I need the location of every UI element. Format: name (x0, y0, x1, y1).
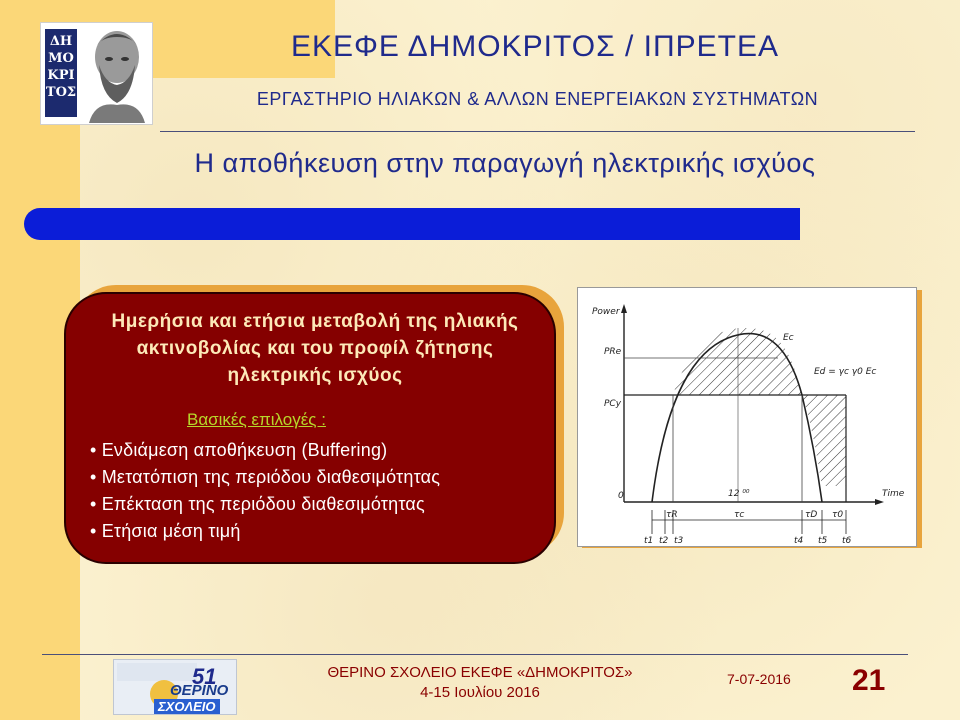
title-accent-bar (24, 208, 800, 240)
option-item: • Ετήσια μέση τιμή (90, 518, 560, 545)
y-axis-arrow-icon (621, 304, 627, 313)
time-label: t1 (644, 536, 654, 546)
noon-label: 12 ⁰⁰ (728, 489, 750, 499)
time-label: t5 (818, 536, 828, 546)
curve-label: Ec (783, 333, 794, 343)
interval-label: τR (666, 510, 678, 520)
footer-date: 7-07-2016 (727, 671, 791, 687)
option-item: • Μετατόπιση της περιόδου διαθεσιμότητας (90, 464, 560, 491)
x-axis-label: Time (882, 489, 905, 499)
logo-text: ΔΗΜΟΚΡΙΤΟΣ (45, 29, 77, 117)
school-name: ΘΕΡΙΝΟ ΣΧΟΛΕΙΟ ΕΚΕΦΕ «ΔΗΜΟΚΡΙΤΟΣ» (327, 664, 633, 681)
logo-header-strip (117, 663, 197, 681)
y-axis-label: Power (592, 307, 620, 317)
logo-number: 51 (192, 664, 217, 689)
options-title: Βασικές επιλογές : (187, 410, 326, 429)
laboratory-title: ΕΡΓΑΣΤΗΡΙΟ ΗΛΙΑΚΩΝ & ΑΛΛΩΝ ΕΝΕΡΓΕΙΑΚΩΝ ΣΥΣΤΗΜΑΤΩΝ (256, 89, 819, 109)
options-list (90, 437, 560, 545)
p-cy-label: PCy (604, 399, 622, 409)
diagram-svg (578, 288, 918, 548)
option-item: • Ενδιάμεση αποθήκευση (Buffering) (90, 437, 560, 464)
summer-school-logo (113, 659, 237, 715)
time-label: t2 (659, 536, 669, 546)
ed-label: Ed = γc γ0 Ec (814, 367, 877, 377)
header-divider (160, 131, 915, 132)
time-label: t6 (842, 536, 852, 546)
school-dates: 4-15 Ιουλίου 2016 (420, 684, 540, 701)
logo-word-1: ΘΕΡΙΝΟ (170, 682, 229, 699)
x-axis-arrow-icon (875, 499, 884, 505)
interval-label: τc (734, 510, 745, 520)
page-number: 21 (852, 664, 886, 697)
time-label: t3 (674, 536, 684, 546)
democritus-logo (40, 22, 153, 125)
democritus-bust-icon (81, 25, 151, 123)
power-time-diagram (577, 287, 917, 547)
footer-school-info (300, 663, 660, 703)
storage-hatch (802, 395, 846, 486)
callout-heading: Ημερήσια και ετήσια μεταβολή της ηλιακής ακτινοβολίας και του προφίλ ζήτησης ηλεκτρικής ισχύος (111, 311, 519, 386)
origin-label: 0 (618, 491, 624, 501)
footer-divider (42, 654, 908, 655)
organization-title: ΕΚΕΦΕ ΔΗΜΟΚΡΙΤΟΣ / ΙΠΡΕΤΕΑ (290, 30, 780, 63)
option-item: • Επέκταση της περιόδου διαθεσιμότητας (90, 491, 560, 518)
logo-word-2: ΣΧΟΛΕΙΟ (154, 699, 220, 714)
p-re-label: PRe (604, 347, 622, 357)
slide-title: Η αποθήκευση στην παραγωγή ηλεκτρικής ισχύος (194, 148, 816, 178)
interval-label: τD (805, 510, 818, 520)
time-label: t4 (794, 536, 804, 546)
interval-label: τ0 (832, 510, 844, 520)
